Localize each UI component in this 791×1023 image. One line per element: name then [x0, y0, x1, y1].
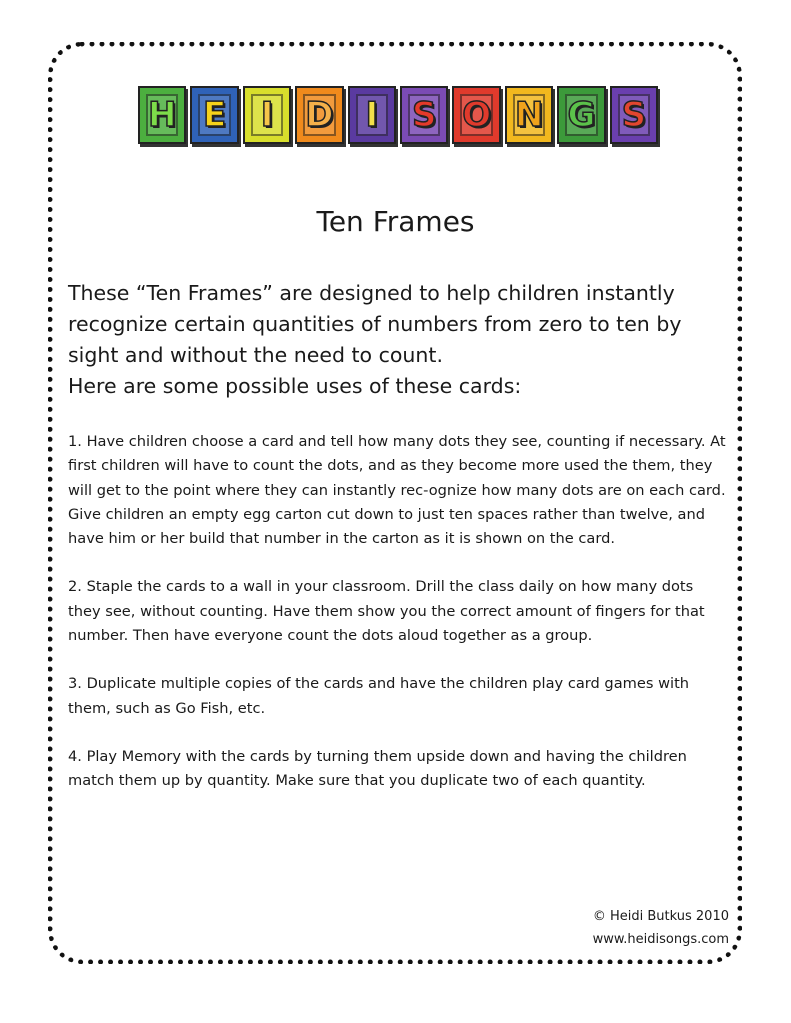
- logo-letter: O: [462, 95, 492, 135]
- logo-letter-block: [243, 86, 291, 144]
- logo-letter: D: [305, 95, 334, 135]
- logo-letter: N: [514, 95, 544, 135]
- list-item: 3. Duplicate multiple copies of the cards and have the children play card games with them, such as Go Fish, etc.: [68, 675, 690, 717]
- logo-letter-block: [557, 86, 605, 144]
- logo-letter-block: [452, 86, 500, 144]
- logo-letter: S: [411, 95, 437, 135]
- logo-letter: S: [621, 95, 647, 135]
- logo-letter: H: [147, 95, 177, 135]
- list-item: 4. Play Memory with the cards by turning them upside down and having the children match them up by quantity. Make sure that you duplicate two of each quantity.: [68, 747, 687, 790]
- list-item: 2. Staple the cards to a wall in your classroom. Drill the class daily on how many dots they see, without counting. Have them show you the correct amount of fingers for that number. Then have everyone count the dots aloud together as a group.: [68, 578, 705, 645]
- website-text: www.heidisongs.com: [592, 932, 729, 947]
- logo-letter: I: [260, 95, 274, 135]
- list-item: 1. Have children choose a card and tell how many dots they see, counting if necessary. At first children will have to count the dots, and as they become more used the them, they will get to the point where they can instantly rec-ognize how many dots are on each card. Give children an empty egg carton cut down to just ten spaces rather than twelve, and have him or her build that number in the carton as it is shown on the card.: [68, 433, 726, 548]
- logo-letter-block: [295, 86, 343, 144]
- intro-paragraph: These “Ten Frames” are designed to help children instantly recognize certain quantities of numbers from zero to ten by sight and without the need to count.: [68, 281, 682, 367]
- heidisongs-logo: [138, 86, 658, 148]
- page-title: Ten Frames: [316, 205, 475, 238]
- intro-uses-heading: Here are some possible uses of these cards:: [68, 374, 522, 398]
- intro-text: [68, 278, 738, 402]
- logo-letter-block: [190, 86, 238, 144]
- uses-list: [68, 430, 728, 818]
- logo-letter: I: [365, 95, 379, 135]
- copyright-text: © Heidi Butkus 2010: [592, 909, 729, 924]
- footer: [593, 905, 729, 951]
- logo-letter: E: [202, 95, 227, 135]
- logo-letter-block: [505, 86, 553, 144]
- logo-letter: G: [567, 95, 596, 135]
- logo-letter-block: [400, 86, 448, 144]
- logo-letter-block: [348, 86, 396, 144]
- logo-letter-block: [610, 86, 658, 144]
- logo-letter-block: [138, 86, 186, 144]
